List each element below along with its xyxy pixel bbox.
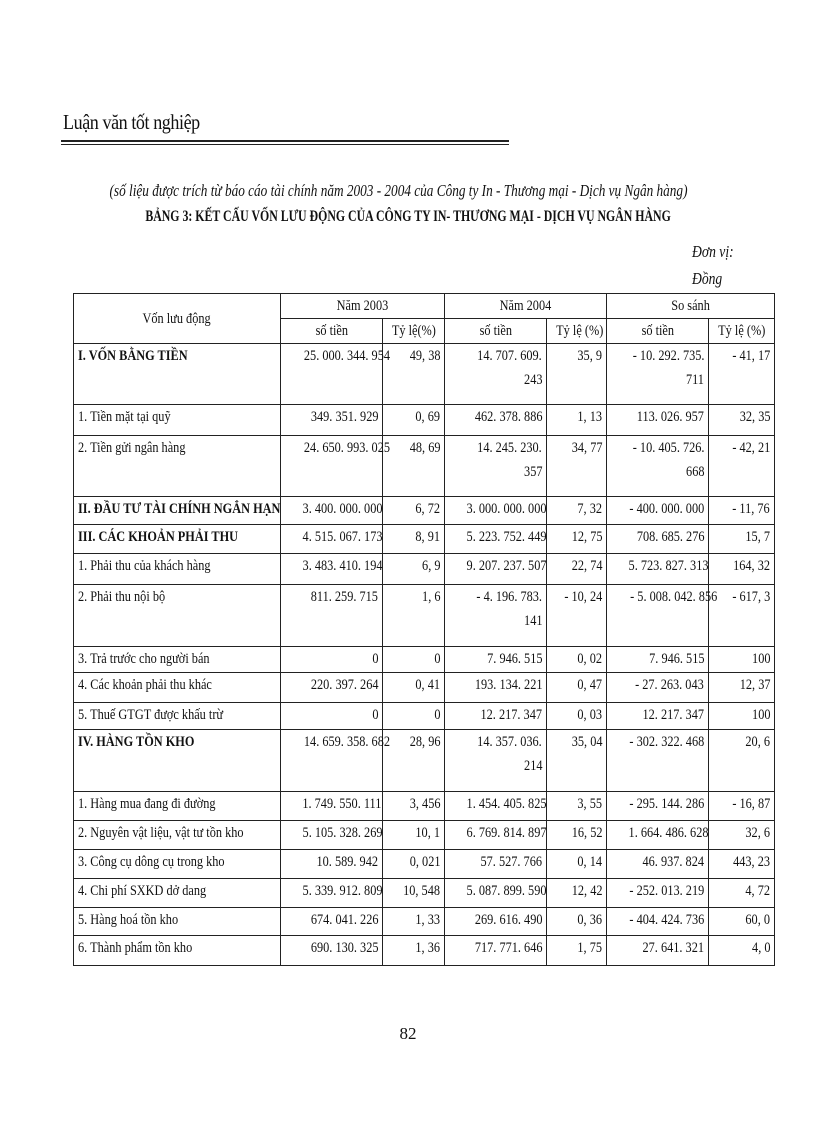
cell-ratio-2004: 0, 36 [547, 908, 607, 936]
cell-ratio-2003: 0, 69 [383, 405, 445, 436]
cell-ratio-2004: 1, 75 [547, 936, 607, 966]
header-group-2003: Năm 2003 [281, 294, 445, 319]
cell-amount-2004: 193. 134. 221 [445, 673, 547, 703]
table-body [74, 344, 775, 966]
header-amount-compare: số tiền [607, 319, 709, 344]
cell-ratio-compare: 15, 7 [709, 525, 775, 554]
cell-amount-compare: 5. 723. 827. 313 [607, 554, 709, 585]
cell-ratio-compare: 100 [709, 703, 775, 730]
cell-amount-2004: 717. 771. 646 [445, 936, 547, 966]
row-label: 5. Thuế GTGT được khấu trừ [74, 703, 281, 730]
cell-ratio-2004: 0, 14 [547, 850, 607, 879]
source-note-text: (số liệu được trích từ báo cáo tài chính năm 2003 - 2004 của Công ty In - Thương mại - Dịch vụ Ngân hàng) [109, 181, 687, 200]
cell-amount-2004: 269. 616. 490 [445, 908, 547, 936]
cell-amount-2004: 3. 000. 000. 000 [445, 497, 547, 525]
cell-amount-compare: - 295. 144. 286 [607, 792, 709, 821]
cell-amount-2003: 3. 483. 410. 194 [281, 554, 383, 585]
cell-amount-compare: 113. 026. 957 [607, 405, 709, 436]
cell-amount-2003: 14. 659. 358. 682 [281, 730, 383, 792]
cell-ratio-2004: 34, 77 [547, 436, 607, 497]
cell-ratio-2003: 10, 1 [383, 821, 445, 850]
table-title-text: BẢNG 3: KẾT CẤU VỐN LƯU ĐỘNG CỦA CÔNG TY IN- THƯƠNG MẠI - DỊCH VỤ NGÂN HÀNG [145, 208, 671, 225]
cell-amount-compare: - 5. 008. 042. 856 [607, 585, 709, 647]
table-row [74, 554, 775, 585]
cell-amount-compare: 46. 937. 824 [607, 850, 709, 879]
row-label: IV. HÀNG TỒN KHO [74, 730, 281, 792]
cell-amount-2004: 462. 378. 886 [445, 405, 547, 436]
cell-ratio-compare: 20, 6 [709, 730, 775, 792]
cell-ratio-2003: 1, 33 [383, 908, 445, 936]
cell-ratio-2004: 7, 32 [547, 497, 607, 525]
cell-ratio-2003: 1, 36 [383, 936, 445, 966]
cell-amount-compare: - 27. 263. 043 [607, 673, 709, 703]
header-group-compare: So sánh [607, 294, 775, 319]
table-row [74, 405, 775, 436]
cell-amount-compare: - 400. 000. 000 [607, 497, 709, 525]
header-main-column: Vốn lưu động [74, 294, 281, 344]
header-group-2004: Năm 2004 [445, 294, 607, 319]
table-row [74, 436, 775, 497]
cell-amount-2003: 811. 259. 715 [281, 585, 383, 647]
cell-ratio-compare: - 617, 3 [709, 585, 775, 647]
cell-amount-2004: 7. 946. 515 [445, 647, 547, 673]
working-capital-table [73, 293, 775, 966]
row-label: 2. Tiền gửi ngân hàng [74, 436, 281, 497]
table-row [74, 585, 775, 647]
row-label: 3. Công cụ dông cụ trong kho [74, 850, 281, 879]
row-label: 1. Tiền mặt tại quỹ [74, 405, 281, 436]
row-label: 4. Các khoản phải thu khác [74, 673, 281, 703]
cell-amount-2003: 24. 650. 993. 025 [281, 436, 383, 497]
cell-amount-2004: 1. 454. 405. 825 [445, 792, 547, 821]
row-label: 2. Phải thu nội bộ [74, 585, 281, 647]
header-ratio-compare: Tỷ lệ (%) [709, 319, 775, 344]
cell-amount-2003: 5. 105. 328. 269 [281, 821, 383, 850]
table-title [0, 208, 816, 226]
header-rule-thin [61, 144, 509, 145]
row-label: 4. Chi phí SXKD dở dang [74, 879, 281, 908]
cell-amount-2003: 349. 351. 929 [281, 405, 383, 436]
cell-amount-2004: 14. 245. 230. 357 [445, 436, 547, 497]
cell-amount-compare: - 404. 424. 736 [607, 908, 709, 936]
source-note [0, 181, 816, 201]
table-row [74, 879, 775, 908]
cell-amount-compare: - 10. 405. 726. 668 [607, 436, 709, 497]
cell-amount-2003: 3. 400. 000. 000 [281, 497, 383, 525]
header-ratio-2003: Tỷ lệ(%) [383, 319, 445, 344]
header-ratio-2004: Tỷ lệ (%) [547, 319, 607, 344]
row-label: I. VỐN BẰNG TIỀN [74, 344, 281, 405]
cell-ratio-2004: 35, 9 [547, 344, 607, 405]
cell-amount-2004: 5. 223. 752. 449 [445, 525, 547, 554]
cell-ratio-2003: 0, 021 [383, 850, 445, 879]
row-label: 5. Hàng hoá tồn kho [74, 908, 281, 936]
cell-ratio-2004: - 10, 24 [547, 585, 607, 647]
unit-label [692, 238, 744, 292]
cell-amount-2004: 14. 357. 036. 214 [445, 730, 547, 792]
table-row [74, 730, 775, 792]
cell-amount-compare: - 302. 322. 468 [607, 730, 709, 792]
cell-amount-compare: - 252. 013. 219 [607, 879, 709, 908]
table-row [74, 703, 775, 730]
cell-amount-2004: 9. 207. 237. 507 [445, 554, 547, 585]
cell-ratio-compare: 12, 37 [709, 673, 775, 703]
cell-ratio-2004: 16, 52 [547, 821, 607, 850]
cell-ratio-2003: 48, 69 [383, 436, 445, 497]
row-label: 1. Hàng mua đang đi đường [74, 792, 281, 821]
header-amount-2003: số tiền [281, 319, 383, 344]
cell-ratio-compare: 100 [709, 647, 775, 673]
cell-ratio-compare: 4, 72 [709, 879, 775, 908]
cell-ratio-2003: 1, 6 [383, 585, 445, 647]
cell-ratio-2003: 6, 72 [383, 497, 445, 525]
cell-amount-2004: 14. 707. 609. 243 [445, 344, 547, 405]
cell-amount-compare: - 10. 292. 735. 711 [607, 344, 709, 405]
cell-amount-2004: 6. 769. 814. 897 [445, 821, 547, 850]
cell-ratio-2003: 3, 456 [383, 792, 445, 821]
cell-amount-2003: 4. 515. 067. 173 [281, 525, 383, 554]
cell-ratio-2004: 22, 74 [547, 554, 607, 585]
table-row [74, 908, 775, 936]
header-rule-thick [61, 140, 509, 142]
table-row [74, 936, 775, 966]
cell-ratio-2004: 1, 13 [547, 405, 607, 436]
cell-ratio-2004: 0, 47 [547, 673, 607, 703]
cell-amount-2004: 57. 527. 766 [445, 850, 547, 879]
table-row [74, 525, 775, 554]
cell-amount-2003: 10. 589. 942 [281, 850, 383, 879]
cell-ratio-compare: - 16, 87 [709, 792, 775, 821]
cell-ratio-compare: - 42, 21 [709, 436, 775, 497]
unit-label-line1: Đơn vị: [692, 242, 734, 261]
cell-ratio-2003: 0 [383, 647, 445, 673]
row-label: 1. Phải thu của khách hàng [74, 554, 281, 585]
table-row [74, 647, 775, 673]
cell-ratio-2004: 0, 02 [547, 647, 607, 673]
cell-ratio-compare: 32, 6 [709, 821, 775, 850]
cell-ratio-2003: 49, 38 [383, 344, 445, 405]
cell-amount-2004: - 4. 196. 783. 141 [445, 585, 547, 647]
table-row [74, 497, 775, 525]
cell-ratio-2003: 8, 91 [383, 525, 445, 554]
table-row [74, 792, 775, 821]
cell-ratio-2003: 0, 41 [383, 673, 445, 703]
cell-amount-compare: 7. 946. 515 [607, 647, 709, 673]
cell-ratio-2004: 12, 42 [547, 879, 607, 908]
row-label: 6. Thành phẩm tồn kho [74, 936, 281, 966]
cell-ratio-compare: 60, 0 [709, 908, 775, 936]
row-label: 2. Nguyên vật liệu, vật tư tồn kho [74, 821, 281, 850]
cell-ratio-compare: - 41, 17 [709, 344, 775, 405]
cell-ratio-2003: 10, 548 [383, 879, 445, 908]
cell-amount-compare: 1. 664. 486. 628 [607, 821, 709, 850]
cell-ratio-compare: 32, 35 [709, 405, 775, 436]
cell-amount-2003: 1. 749. 550. 111 [281, 792, 383, 821]
table-row [74, 850, 775, 879]
table-header-row-1 [74, 294, 775, 319]
cell-amount-2003: 674. 041. 226 [281, 908, 383, 936]
cell-ratio-compare: 164, 32 [709, 554, 775, 585]
cell-amount-2003: 0 [281, 703, 383, 730]
row-label: III. CÁC KHOẢN PHẢI THU [74, 525, 281, 554]
cell-ratio-compare: 443, 23 [709, 850, 775, 879]
row-label: II. ĐẦU TƯ TÀI CHÍNH NGẮN HẠN [74, 497, 281, 525]
cell-amount-2004: 5. 087. 899. 590 [445, 879, 547, 908]
cell-amount-compare: 708. 685. 276 [607, 525, 709, 554]
cell-ratio-2003: 0 [383, 703, 445, 730]
cell-ratio-2004: 0, 03 [547, 703, 607, 730]
cell-amount-2004: 12. 217. 347 [445, 703, 547, 730]
unit-label-line2: Đồng [692, 269, 723, 288]
cell-amount-compare: 12. 217. 347 [607, 703, 709, 730]
row-label: 3. Trả trước cho người bán [74, 647, 281, 673]
cell-amount-2003: 0 [281, 647, 383, 673]
cell-ratio-compare: 4, 0 [709, 936, 775, 966]
cell-ratio-2004: 35, 04 [547, 730, 607, 792]
cell-ratio-2003: 28, 96 [383, 730, 445, 792]
cell-ratio-2004: 3, 55 [547, 792, 607, 821]
cell-amount-2003: 690. 130. 325 [281, 936, 383, 966]
cell-ratio-2003: 6, 9 [383, 554, 445, 585]
page-header-title: Luận văn tốt nghiệp [63, 110, 200, 134]
cell-amount-2003: 5. 339. 912. 809 [281, 879, 383, 908]
table-row [74, 673, 775, 703]
cell-ratio-2004: 12, 75 [547, 525, 607, 554]
cell-amount-compare: 27. 641. 321 [607, 936, 709, 966]
cell-ratio-compare: - 11, 76 [709, 497, 775, 525]
cell-amount-2003: 220. 397. 264 [281, 673, 383, 703]
cell-amount-2003: 25. 000. 344. 954 [281, 344, 383, 405]
header-amount-2004: số tiền [445, 319, 547, 344]
table-row [74, 821, 775, 850]
table-row [74, 344, 775, 405]
page-number: 82 [399, 1024, 417, 1043]
